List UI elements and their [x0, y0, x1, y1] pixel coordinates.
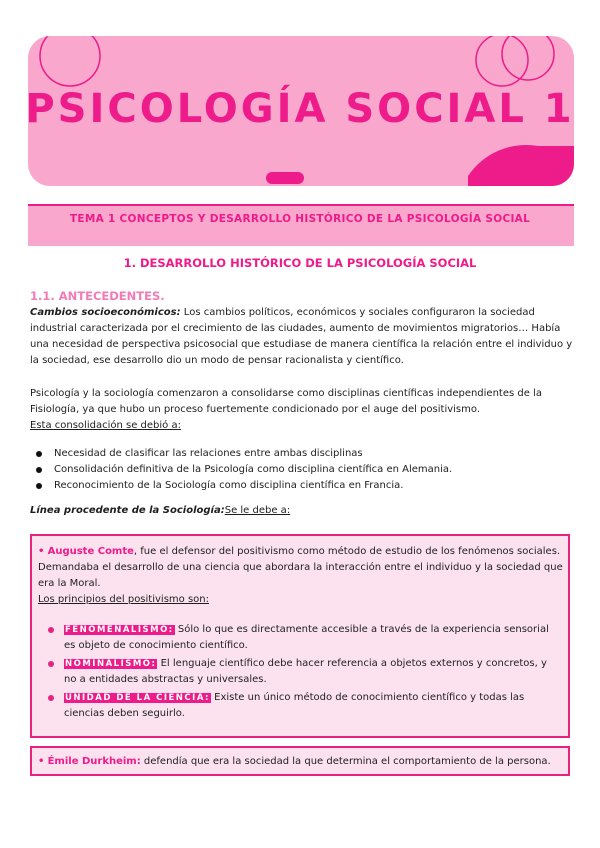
deco-bar [266, 172, 304, 184]
consolidation-text: Psicología y la sociología comenzaron a consolidarse como disciplinas científicas independientes de la Fisiología, ya que hubo un proceso fuertemente condicionado por el auge del positivismo. [30, 388, 542, 415]
lineage-heading [30, 505, 290, 516]
deco-circle-right-2 [476, 36, 528, 86]
socioeconomic-text: Los cambios políticos, económicos y sociales configuraron la sociedad industrial caracterizada por el crecimiento de las ciudades, aumento de movimientos migratorios… Había una necesidad de perspectiva psicosocial que estudiase de manera científica la relación entre el individuo y la sociedad, ese desarrollo dio un modo de pensar racionalista y científico. [30, 307, 573, 366]
theme-bar [28, 204, 574, 246]
comte-box [30, 534, 570, 738]
consolidation-list [30, 446, 452, 494]
socioeconomic-label: Cambios socioeconómicos: [30, 307, 181, 318]
principle-item [46, 656, 556, 688]
principles-list [46, 622, 556, 722]
list-item: Necesidad de clasificar las relaciones entre ambas disciplinas [30, 446, 452, 462]
consolidation-label: Esta consolidación se debió a: [30, 420, 181, 431]
paragraph-consolidation [30, 386, 575, 434]
durkheim-line [38, 754, 566, 770]
durkheim-text: defendía que era la sociedad la que determina el comportamiento de la persona. [140, 756, 551, 767]
principle-item [46, 690, 556, 722]
durkheim-box [30, 746, 570, 776]
principle-text: Sólo lo que es directamente accesible a través de la experiencia sensorial es objeto de conocimiento científico. [64, 624, 549, 651]
principle-text: Existe un único método de conocimiento científico y todas las ciencias deben seguirlo. [64, 692, 525, 719]
durkheim-name: Émile Durkheim: [47, 756, 141, 767]
theme-title: TEMA 1 CONCEPTOS Y DESARROLLO HISTÓRICO DE LA PSICOLOGÍA SOCIAL [69, 213, 531, 225]
deco-quarter-shape [468, 145, 574, 186]
comte-bullet: • [38, 546, 45, 557]
principles-label: Los principios del positivismo son: [38, 594, 209, 605]
list-item: Consolidación definitiva de la Psicología como disciplina científica en Alemania. [30, 462, 452, 478]
lineage-suffix: Se le debe a: [224, 505, 291, 516]
lineage-label: Línea procedente de la Sociología: [30, 505, 225, 516]
list-item: Reconocimiento de la Sociología como disciplina científica en Francia. [30, 478, 452, 494]
principle-tag: FENOMENALISMO: [65, 625, 174, 635]
durkheim-bullet: • [38, 756, 45, 767]
subsection-title: 1.1. ANTECEDENTES. [30, 289, 165, 303]
principle-item [46, 622, 556, 654]
section-title: 1. DESARROLLO HISTÓRICO DE LA PSICOLOGÍA SOCIAL [123, 256, 477, 270]
page-title: PSICOLOGÍA SOCIAL 1 [25, 86, 575, 132]
principle-tag: NOMINALISMO: [65, 659, 157, 669]
principle-tag: UNIDAD DE LA CIENCIA: [65, 693, 210, 703]
comte-line2: Demandaba el desarrollo de una ciencia que abordara la interacción entre el individuo y la sociedad que era la Moral. [38, 562, 563, 589]
principle-text: El lenguaje científico debe hacer referencia a objetos externos y concretos, y no a entidades abstractas y universales. [64, 658, 547, 685]
paragraph-socioeconomic [30, 305, 575, 369]
comte-name: Auguste Comte [47, 546, 134, 557]
comte-line1: , fue el defensor del positivismo como método de estudio de los fenómenos sociales. [133, 546, 561, 557]
comte-intro [38, 544, 566, 608]
deco-circle-left [40, 36, 100, 86]
